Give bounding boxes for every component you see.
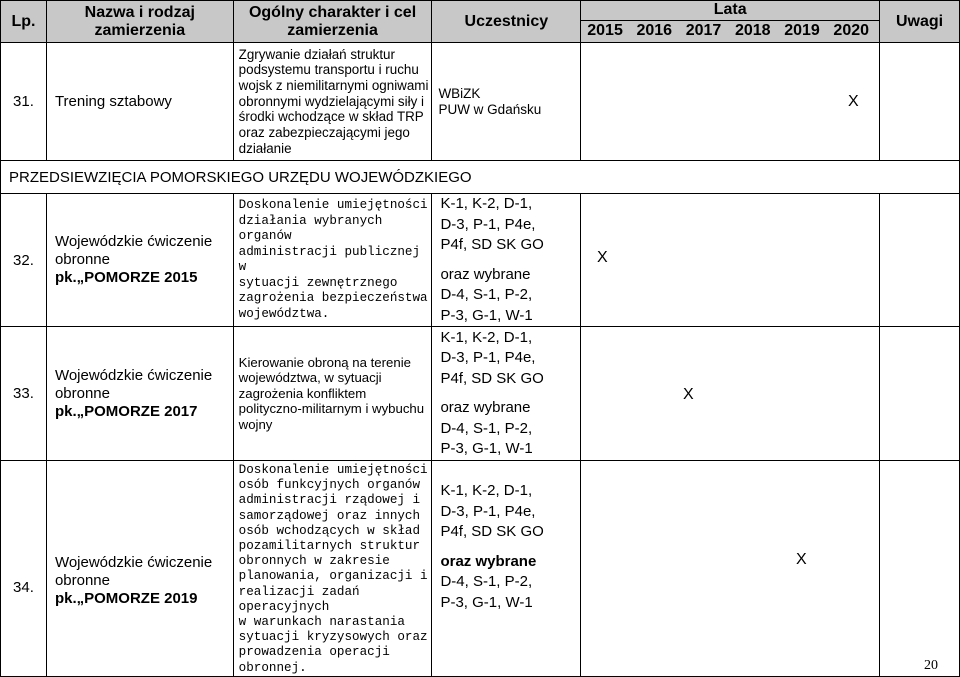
- row34-participant-line: D-4, S-1, P-2,: [440, 573, 533, 590]
- row32-desc-line: sytuacji zewnętrznego: [238, 275, 398, 290]
- row34-remarks: [880, 461, 960, 677]
- row33-participants: [432, 327, 581, 461]
- row34-desc-line: obronnych w zakresie: [238, 554, 390, 569]
- row33-participant-line: P-3, G-1, W-1: [440, 440, 533, 457]
- row34-desc-line: administracji rządowej i: [238, 493, 421, 508]
- row31-participant: WBiZK: [438, 85, 481, 101]
- row34-desc-line: Doskonalenie umiejętności: [238, 463, 428, 477]
- row33-participant-line: oraz wybrane: [440, 399, 531, 416]
- table-row-32: [1, 194, 960, 327]
- row31-desc-line: Zgrywanie działań struktur: [238, 46, 395, 62]
- header-character: [233, 1, 432, 43]
- row33-participant-line: D-4, S-1, P-2,: [440, 419, 533, 437]
- row33-name: [46, 327, 233, 461]
- year-2017: 2017: [685, 22, 722, 39]
- row33-name-line: obronne: [54, 384, 110, 402]
- row34-desc-line: sytuacji kryzysowych oraz: [238, 630, 428, 645]
- row34-participant-line: P4f, SD SK GO: [440, 523, 544, 540]
- row32-participant-line: P4f, SD SK GO: [440, 236, 544, 253]
- section-title: PRZEDSIEWZIĘCIA POMORSKIEGO URZĘDU WOJEWÓDZKIEGO: [1, 161, 960, 194]
- row31-remarks: [880, 43, 960, 161]
- row33-participant-line: K-1, K-2, D-1,: [440, 328, 533, 346]
- row32-desc-line: Doskonalenie umiejętności: [238, 198, 428, 212]
- row34-desc-line: osób wchodzących w skład: [238, 523, 421, 538]
- row32-desc-line: działania wybranych organów: [238, 213, 383, 243]
- header-years-label: Lata: [581, 1, 879, 21]
- year-2019: 2019: [784, 22, 820, 39]
- row32-name-line: Wojewódzkie ćwiczenie: [54, 233, 213, 250]
- row32-desc-line: administracji publicznej w: [238, 244, 421, 274]
- row33-desc-line: polityczno-militarnym i wybuchu: [238, 401, 425, 417]
- row31-name: Trening sztabowy: [46, 43, 233, 161]
- row32-participants: [432, 194, 581, 327]
- row31-desc-line: wojsk z niemilitarnymi ogniwami: [238, 77, 429, 93]
- row34-description: [233, 461, 432, 677]
- row33-desc-line: wojny: [238, 416, 273, 432]
- row32-remarks: [880, 194, 960, 327]
- header-name-line1: Nazwa i rodzaj: [84, 3, 195, 21]
- row32-x-mark: X: [597, 249, 608, 266]
- row34-participants: [432, 461, 581, 677]
- row34-participant-line: oraz wybrane: [440, 552, 537, 570]
- row34-name-line: Wojewódzkie ćwiczenie: [54, 553, 213, 571]
- row33-x-mark: X: [683, 386, 694, 403]
- section-row: [1, 161, 960, 194]
- row33-name-line: Wojewódzkie ćwiczenie: [54, 366, 213, 384]
- row31-desc-line: oraz zabezpieczającymi jego: [238, 125, 410, 141]
- year-2020: 2020: [833, 22, 870, 39]
- row34-participant-line: K-1, K-2, D-1,: [440, 482, 533, 499]
- row31-participant: PUW w Gdańsku: [438, 101, 542, 117]
- header-lp: Lp.: [1, 1, 47, 43]
- row32-description: [233, 194, 432, 327]
- row33-years: [581, 327, 880, 461]
- row34-name-line: obronne: [54, 571, 110, 589]
- header-years-list: [581, 21, 879, 41]
- row33-desc-line: zagrożenia konfliktem: [238, 385, 367, 401]
- row31-desc-line: obronnymi wydzielającymi siły i: [238, 93, 424, 109]
- table-row-31: [1, 43, 960, 161]
- row34-desc-line: pozamilitarnych struktur: [238, 539, 421, 554]
- row34-x-mark: X: [796, 551, 807, 568]
- row33-remarks: [880, 327, 960, 461]
- row31-desc-line: podsystemu transportu i ruchu: [238, 62, 419, 78]
- row32-participant-line: D-4, S-1, P-2,: [440, 286, 533, 303]
- row34-desc-line: osób funkcyjnych organów: [238, 478, 421, 493]
- page-number: 20: [924, 658, 938, 673]
- row32-lp: 32.: [1, 194, 47, 327]
- row32-years: [581, 194, 880, 327]
- row33-desc-line: Kierowanie obroną na terenie: [238, 354, 411, 370]
- row31-x-mark: X: [848, 93, 859, 110]
- row32-name-code: pk.„POMORZE 2015: [54, 269, 198, 286]
- row33-lp: 33.: [1, 327, 47, 461]
- header-name-line2: zamierzenia: [94, 21, 186, 39]
- header-character-line1: Ogólny charakter i cel: [248, 3, 417, 21]
- row32-participant-line: D-3, P-1, P4e,: [440, 215, 536, 233]
- row32-name-line: obronne: [54, 251, 110, 268]
- header-years: [581, 1, 880, 43]
- row31-description: [233, 43, 432, 161]
- row33-participant-line: D-3, P-1, P4e,: [440, 349, 536, 366]
- row34-name: [46, 461, 233, 677]
- header-character-line2: zamierzenia: [287, 21, 378, 39]
- year-2016: 2016: [636, 22, 673, 39]
- row32-participant-line: oraz wybrane: [440, 265, 531, 283]
- row32-desc-line: zagrożenia bezpieczeństwa: [238, 291, 428, 305]
- row32-participant-line: P-3, G-1, W-1: [440, 306, 533, 324]
- row34-participant-line: P-3, G-1, W-1: [440, 593, 533, 611]
- row31-desc-line: działanie: [238, 140, 292, 156]
- row32-desc-line: województwa.: [238, 306, 330, 321]
- row32-participant-line: K-1, K-2, D-1,: [440, 195, 533, 212]
- row34-desc-line: planowania, organizacji i: [238, 569, 428, 584]
- table-row-33: [1, 327, 960, 461]
- row34-participant-line: D-3, P-1, P4e,: [440, 502, 536, 520]
- row34-desc-line: realizacji zadań operacyjnych: [238, 584, 360, 614]
- row33-desc-line: województwa, w sytuacji: [238, 370, 382, 386]
- row31-years: [581, 43, 880, 161]
- year-2018: 2018: [734, 22, 771, 39]
- row31-lp: 31.: [1, 43, 47, 161]
- row34-desc-line: w warunkach narastania: [238, 615, 405, 630]
- row31-desc-line: środki wchodzące w skład TRP: [238, 109, 424, 125]
- table-row-34: [1, 461, 960, 677]
- row33-participant-line: P4f, SD SK GO: [440, 369, 544, 387]
- row34-years: [581, 461, 880, 677]
- row33-name-code: pk.„POMORZE 2017: [54, 402, 198, 420]
- row32-name: [46, 194, 233, 327]
- header-remarks: Uwagi: [880, 1, 960, 43]
- row34-desc-line: obronnej.: [238, 660, 307, 675]
- year-2015: 2015: [587, 22, 623, 39]
- row34-desc-line: samorządowej oraz innych: [238, 508, 421, 523]
- row33-description: [233, 327, 432, 461]
- header-participants: Uczestnicy: [432, 1, 581, 43]
- header-name: [46, 1, 233, 43]
- row31-participants: [432, 43, 581, 161]
- row34-lp: 34.: [1, 461, 47, 677]
- row34-desc-line: prowadzenia operacji: [238, 645, 390, 660]
- row34-name-code: pk.„POMORZE 2019: [54, 589, 198, 607]
